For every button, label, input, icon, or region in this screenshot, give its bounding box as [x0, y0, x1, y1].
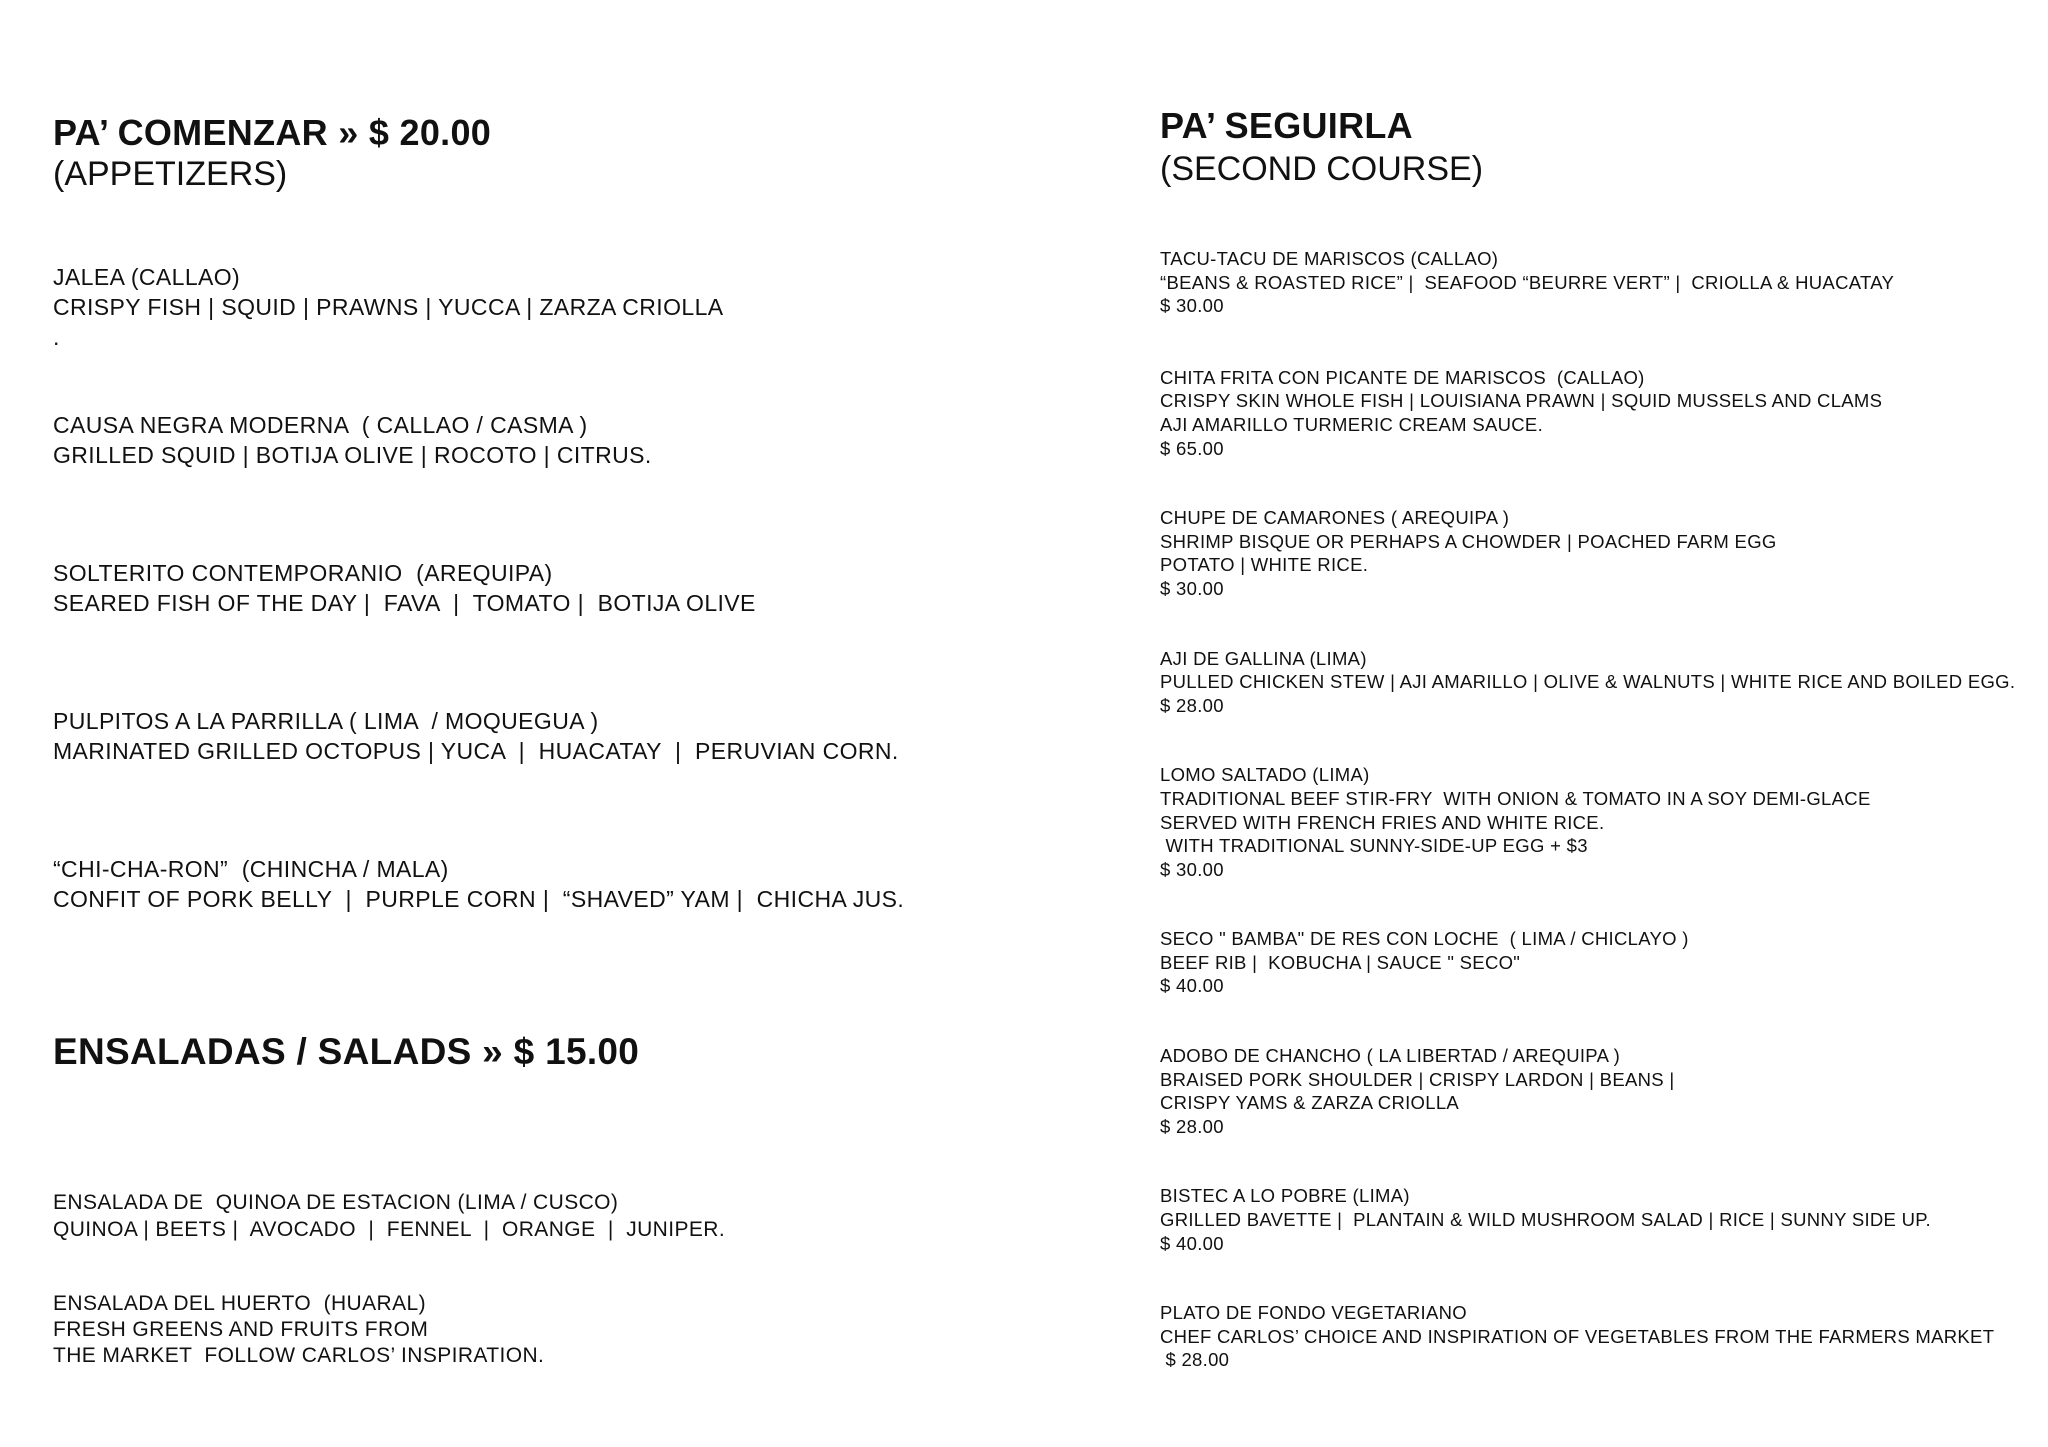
menu-item	[1160, 1044, 2020, 1138]
menu-item-name: CHITA FRITA CON PICANTE DE MARISCOS (CALLAO)	[1160, 366, 1645, 388]
appetizers-heading: PA’ COMENZAR » $ 20.00	[53, 112, 492, 153]
second-course-heading: PA’ SEGUIRLA	[1160, 105, 1413, 146]
menu-item	[1160, 763, 2020, 881]
menu-item-name: “CHI-CHA-RON” (CHINCHA / MALA)	[53, 856, 449, 882]
menu-item-name: CHUPE DE CAMARONES ( AREQUIPA )	[1160, 507, 1510, 529]
menu-item-description: QUINOA | BEETS | AVOCADO | FENNEL | ORANGE | JUNIPER.	[53, 1218, 726, 1241]
menu-item-description: “BEANS & ROASTED RICE” | SEAFOOD “BEURRE VERT” | CRIOLLA & HUACATAY	[1160, 271, 1895, 293]
menu-item-name: PULPITOS A LA PARRILLA ( LIMA / MOQUEGUA )	[53, 708, 599, 734]
menu-item-description: THE MARKET FOLLOW CARLOS’ INSPIRATION.	[53, 1344, 545, 1367]
menu-item-price: $ 30.00	[1160, 577, 1224, 599]
menu-item-name: ENSALADA DEL HUERTO (HUARAL)	[53, 1292, 426, 1315]
menu-item-name: LOMO SALTADO (LIMA)	[1160, 764, 1370, 786]
menu-item-name: SECO " BAMBA" DE RES CON LOCHE ( LIMA / CHICLAYO )	[1160, 928, 1689, 950]
menu-item-extra: .	[53, 324, 60, 350]
menu-item	[1160, 366, 2020, 460]
menu-item	[1160, 1184, 2020, 1255]
menu-item	[53, 1189, 1053, 1243]
menu-item-name: ENSALADA DE QUINOA DE ESTACION (LIMA / CUSCO)	[53, 1191, 619, 1214]
menu-item	[53, 558, 1053, 618]
menu-item-price: $ 28.00	[1160, 694, 1224, 716]
menu-item-price: $ 65.00	[1160, 437, 1224, 459]
menu-item-name: ADOBO DE CHANCHO ( LA LIBERTAD / AREQUIPA )	[1160, 1045, 1621, 1067]
menu-item-price: $ 30.00	[1160, 858, 1224, 880]
menu-item-name: SOLTERITO CONTEMPORANIO (AREQUIPA)	[53, 560, 553, 586]
salads-heading: ENSALADAS / SALADS » $ 15.00	[53, 1031, 640, 1072]
menu-item	[1160, 1301, 2020, 1372]
menu-item-name: AJI DE GALLINA (LIMA)	[1160, 647, 1367, 669]
menu-item-name: BISTEC A LO POBRE (LIMA)	[1160, 1185, 1410, 1207]
second-course-column	[1160, 105, 2020, 1372]
appetizers-subheading: (APPETIZERS)	[53, 155, 288, 193]
menu-item-description: CHEF CARLOS’ CHOICE AND INSPIRATION OF VEGETABLES FROM THE FARMERS MARKET	[1160, 1325, 1995, 1347]
menu-item-description: SEARED FISH OF THE DAY | FAVA | TOMATO | BOTIJA OLIVE	[53, 590, 756, 616]
menu-item-name: JALEA (CALLAO)	[53, 264, 241, 290]
menu-item-name: CAUSA NEGRA MODERNA ( CALLAO / CASMA )	[53, 412, 588, 438]
menu-item	[53, 1291, 1053, 1369]
menu-item-name: TACU-TACU DE MARISCOS (CALLAO)	[1160, 248, 1499, 269]
menu-item-description: CONFIT OF PORK BELLY | PURPLE CORN | “SHAVED” YAM | CHICHA JUS.	[53, 886, 905, 912]
menu-item-description: GRILLED SQUID | BOTIJA OLIVE | ROCOTO | CITRUS.	[53, 442, 652, 468]
menu-item-description: BEEF RIB | KOBUCHA | SAUCE " SECO"	[1160, 951, 1521, 973]
menu-item-price: $ 28.00	[1160, 1115, 1224, 1137]
menu-item-price: $ 30.00	[1160, 295, 1224, 317]
menu-item	[53, 410, 1053, 470]
menu-item-description: SHRIMP BISQUE OR PERHAPS A CHOWDER | POACHED FARM EGG	[1160, 530, 1777, 552]
menu-item	[53, 854, 1053, 914]
menu-item-description: PULLED CHICKEN STEW | AJI AMARILLO | OLIVE & WALNUTS | WHITE RICE AND BOILED EGG.	[1160, 671, 2016, 693]
menu-item-price: $ 40.00	[1160, 1232, 1224, 1254]
appetizers-column	[53, 112, 1053, 1369]
menu-item	[1160, 247, 2020, 318]
menu-item-price: $ 28.00	[1160, 1349, 1230, 1371]
menu-item	[1160, 927, 2020, 998]
menu-item-name: PLATO DE FONDO VEGETARIANO	[1160, 1302, 1467, 1324]
menu-item-description: MARINATED GRILLED OCTOPUS | YUCA | HUACATAY | PERUVIAN CORN.	[53, 738, 899, 764]
menu-item-description: BRAISED PORK SHOULDER | CRISPY LARDON | BEANS |	[1160, 1068, 1675, 1090]
menu-item	[1160, 647, 2020, 718]
menu-item-price: $ 40.00	[1160, 975, 1224, 997]
menu-item-description: TRADITIONAL BEEF STIR-FRY WITH ONION & TOMATO IN A SOY DEMI-GLACE	[1160, 787, 1871, 809]
menu-item	[53, 706, 1053, 766]
menu-item-description: FRESH GREENS AND FRUITS FROM	[53, 1318, 429, 1341]
menu-item-description: CRISPY YAMS & ZARZA CRIOLLA	[1160, 1092, 1460, 1114]
menu-item	[1160, 506, 2020, 600]
menu-item-description: SERVED WITH FRENCH FRIES AND WHITE RICE.	[1160, 811, 1605, 833]
menu-item	[53, 262, 1053, 352]
menu-item-description: AJI AMARILLO TURMERIC CREAM SAUCE.	[1160, 413, 1544, 435]
menu-item-description: CRISPY FISH | SQUID | PRAWNS | YUCCA | ZARZA CRIOLLA	[53, 294, 724, 320]
menu-item-description: CRISPY SKIN WHOLE FISH | LOUISIANA PRAWN | SQUID MUSSELS AND CLAMS	[1160, 390, 1883, 412]
menu-item-description: WITH TRADITIONAL SUNNY-SIDE-UP EGG + $3	[1160, 835, 1588, 857]
second-course-subheading: (SECOND COURSE)	[1160, 150, 1484, 188]
menu-item-description: POTATO | WHITE RICE.	[1160, 554, 1369, 576]
menu-item-description: GRILLED BAVETTE | PLANTAIN & WILD MUSHROOM SALAD | RICE | SUNNY SIDE UP.	[1160, 1209, 1931, 1231]
